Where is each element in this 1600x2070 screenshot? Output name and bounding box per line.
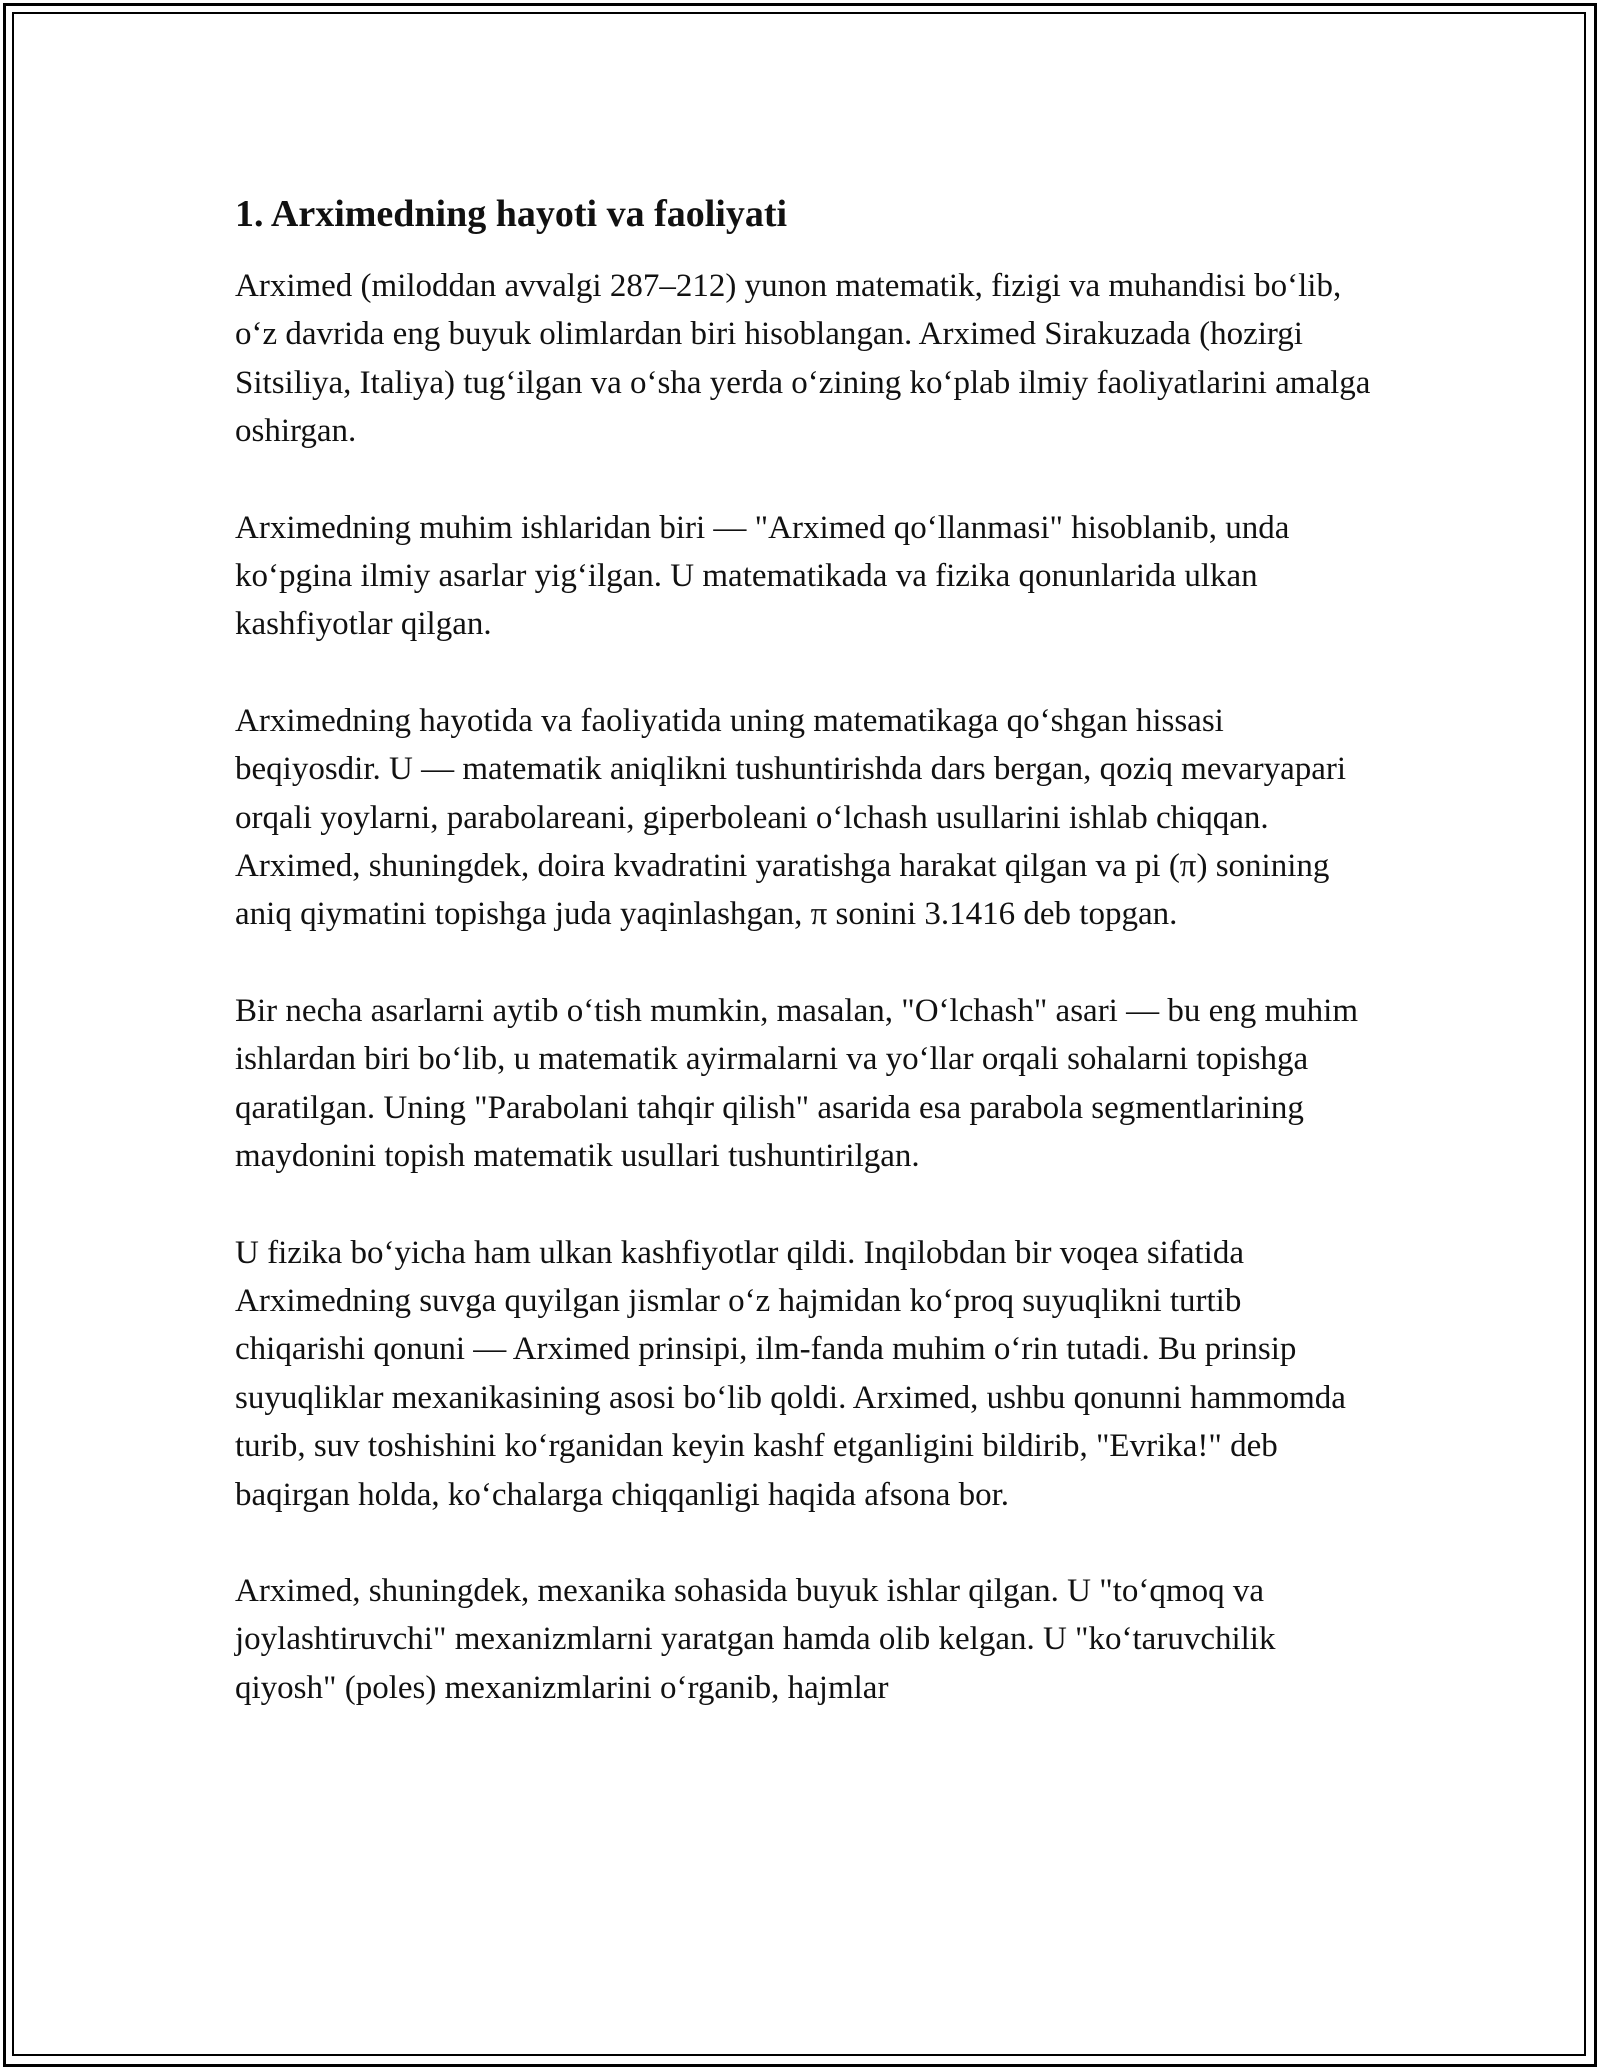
- document-body: [235, 188, 1375, 1760]
- paragraph-5: U fizika bo‘yicha ham ulkan kashfiyotlar qildi. Inqilobdan bir voqea sifatida Arximedning suvga quyilgan jismlar o‘z hajmidan ko‘proq suyuqlikni turtib chiqarishi qonuni — Arximed prinsipi, ilm-fanda muhim o‘rin tutadi. Bu prinsip suyuqliklar mexanikasining asosi bo‘lib qoldi. Arximed, ushbu qonunni hammomda turib, suv toshishini ko‘rganidan keyin kashf etganligini bildirib, "Evrika!" deb baqirgan holda, ko‘chalarga chiqqanligi haqida afsona bor.: [235, 1234, 1346, 1513]
- paragraph-2: Arximedning muhim ishlaridan biri — "Arximed qo‘llanmasi" hisoblanib, unda ko‘pgina ilmiy asarlar yig‘ilgan. U matematikada va fizika qonunlarida ulkan kashfiyotlar qilgan.: [235, 509, 1290, 643]
- paragraph-1: Arximed (miloddan avvalgi 287–212) yunon matematik, fizigi va muhandisi bo‘lib, o‘z davrida eng buyuk olimlardan biri hisoblangan. Arximed Sirakuzada (hozirgi Sitsiliya, Italiya) tug‘ilgan va o‘sha yerda o‘zining ko‘plab ilmiy faoliyatlarini amalga oshirgan.: [235, 268, 1371, 450]
- paragraph-4: Bir necha asarlarni aytib o‘tish mumkin, masalan, "O‘lchash" asari — bu eng muhim ishlardan biri bo‘lib, u matematik ayirmalarni va yo‘llar orqali sohalarni topishga qaratilgan. Uning "Parabolani tahqir qilish" asarida esa parabola segmentlarining maydonini topish matematik usullari tushuntirilgan.: [235, 992, 1358, 1175]
- section-heading: 1. Arximedning hayoti va faoliyati: [235, 193, 788, 235]
- paragraph-6: Arximed, shuningdek, mexanika sohasida buyuk ishlar qilgan. U "to‘qmoq va joylashtiruvchi" mexanizmlarni yaratgan hamda olib kelgan. U "ko‘taruvchilik qiyosh" (poles) mexanizmlarini o‘rganib, hajmlar: [235, 1572, 1276, 1706]
- paragraph-3: Arximedning hayotida va faoliyatida uning matematikaga qo‘shgan hissasi beqiyosdir. U — matematik aniqlikni tushuntirishda dars bergan, qoziq mevaryapari orqali yoylarni, parabolareani, giperboleani o‘lchash usullarini ishlab chiqqan. Arximed, shuningdek, doira kvadratini yaratishga harakat qilgan va pi (π) sonining aniq qiymatini topishga juda yaqinlashgan, π sonini 3.1416 deb topgan.: [235, 702, 1347, 933]
